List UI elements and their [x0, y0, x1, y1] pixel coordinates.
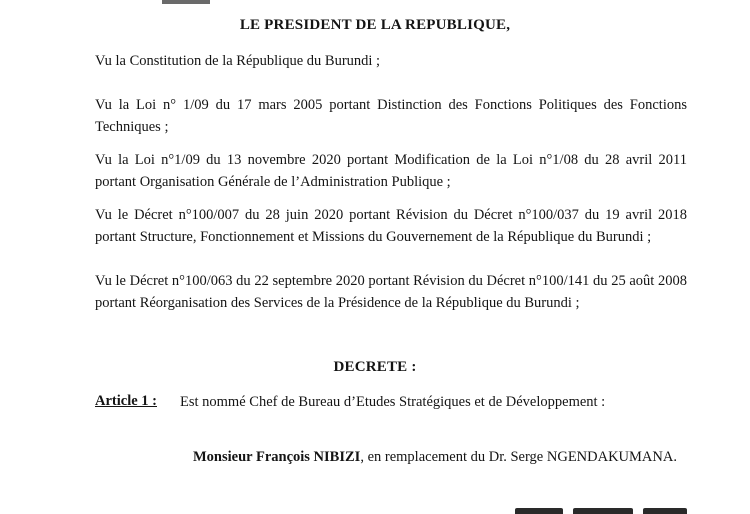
article-1-label: Article 1 : [95, 393, 157, 409]
visa-decret-100-063: Vu le Décret n°100/063 du 22 septembre 2020 portant Révision du Décret n°100/141 du 25 août 2008 portant Réorganisation des Services de la Présidence de la République du Burundi ; [95, 273, 687, 311]
article-1-text: Est nommé Chef de Bureau d’Etudes Stratégiques et de Développement : [180, 394, 606, 410]
decree-heading: DECRETE : [333, 359, 417, 375]
visa-loi-2020: Vu la Loi n°1/09 du 13 novembre 2020 portant Modification de la Loi n°1/08 du 28 avril 2011 portant Organisation Générale de l’Administration Publique ; [95, 152, 687, 190]
top-edge-mark [162, 0, 210, 4]
visa-constitution: Vu la Constitution de la République du Burundi ; [95, 53, 381, 69]
nominee-replacement: , en remplacement du Dr. Serge NGENDAKUMANA. [360, 449, 677, 465]
visa-decret-100-007: Vu le Décret n°100/007 du 28 juin 2020 portant Révision du Décret n°100/037 du 19 avril 2018 portant Structure, Fonctionnement et Missions du Gouvernement de la République du Burundi ; [95, 207, 687, 245]
article-1-nominee [193, 446, 687, 468]
nominee-name: Monsieur François NIBIZI [193, 449, 361, 465]
cut-off-text-line [95, 500, 687, 514]
document-heading: LE PRESIDENT DE LA REPUBLIQUE, [239, 17, 511, 33]
visa-loi-2005: Vu la Loi n° 1/09 du 17 mars 2005 portant Distinction des Fonctions Politiques des Fonctions Techniques ; [95, 97, 687, 135]
